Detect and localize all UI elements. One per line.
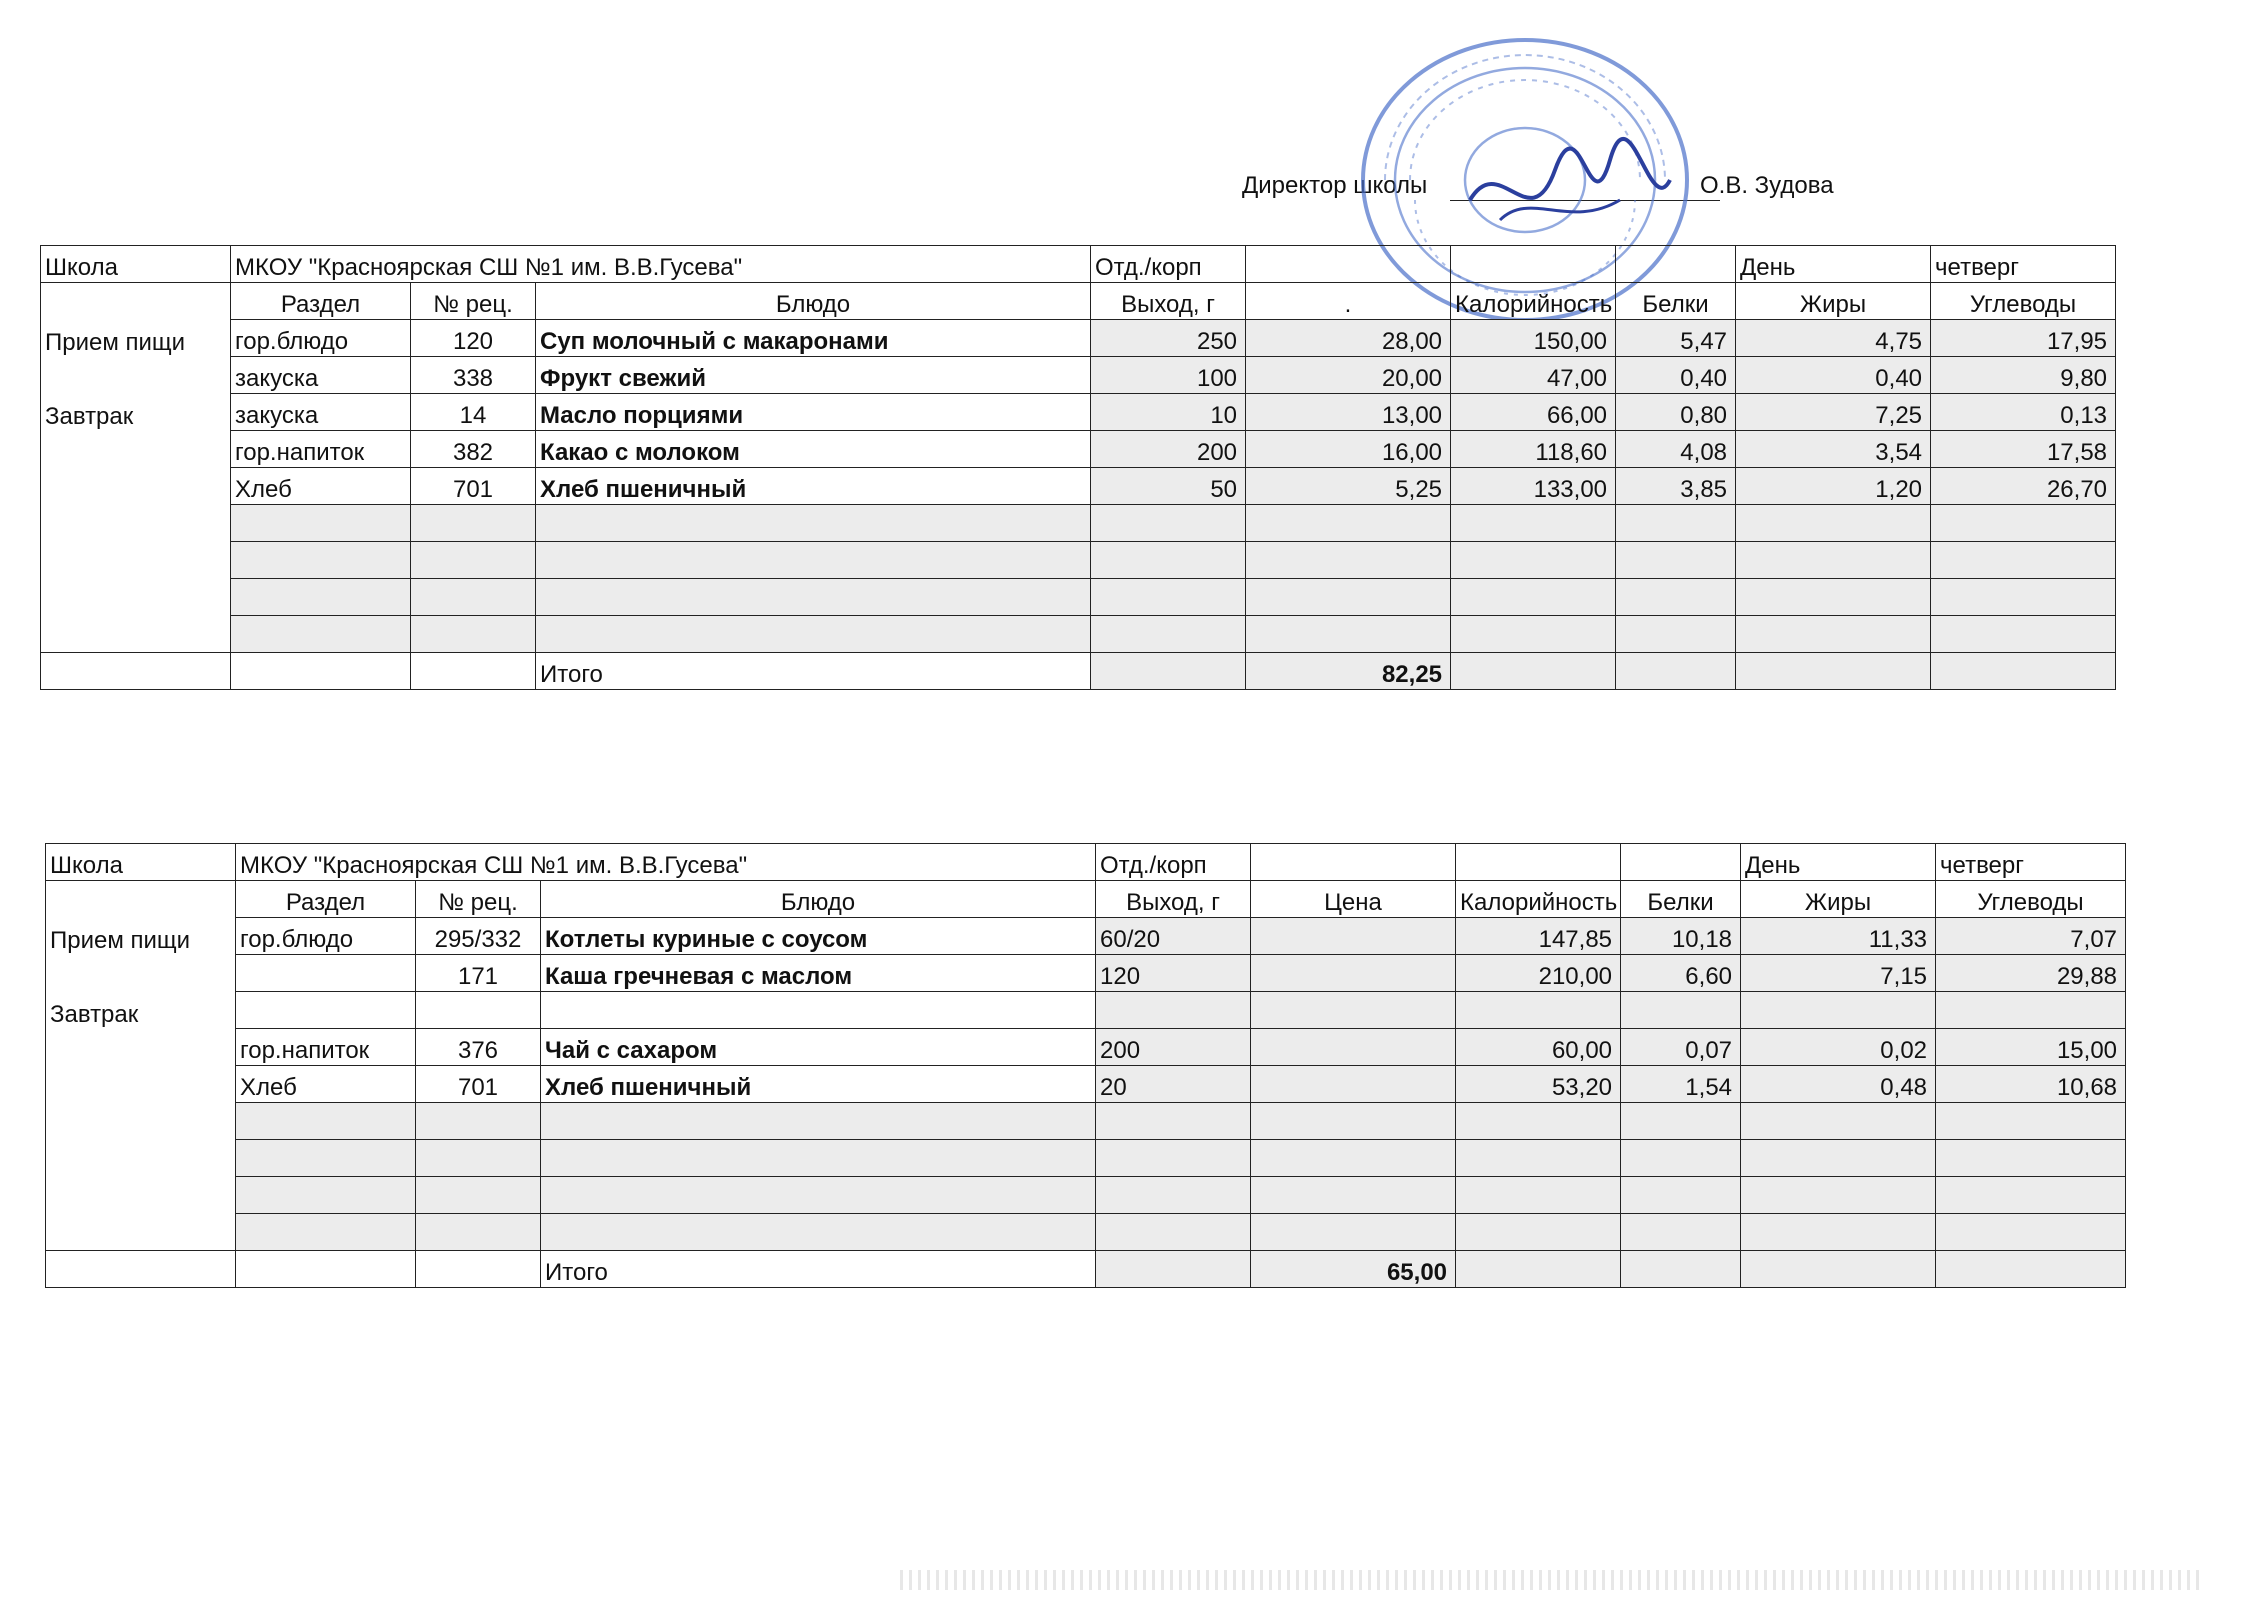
director-title: Директор школы bbox=[1242, 172, 1428, 199]
table-row-empty bbox=[46, 1214, 2126, 1251]
director-name: О.В. Зудова bbox=[1700, 172, 1834, 199]
col-carbs: Углеводы bbox=[1931, 283, 2116, 320]
table-row: закуска 338 Фрукт свежий 100 20,00 47,00 0,40 0,40 9,80 bbox=[41, 357, 2116, 394]
day-value: четверг bbox=[1936, 844, 2126, 881]
table-row-empty bbox=[46, 1140, 2126, 1177]
col-calories: Калорийность bbox=[1451, 283, 1616, 320]
table-row: Завтрак закуска 14 Масло порциями 10 13,00 66,00 0,80 7,25 0,13 bbox=[41, 394, 2116, 431]
header-row-school bbox=[46, 844, 2126, 881]
school-name: МКОУ "Красноярская СШ №1 им. В.В.Гусева" bbox=[236, 844, 1096, 881]
col-section: Раздел bbox=[231, 283, 411, 320]
school-label: Школа bbox=[41, 246, 231, 283]
col-fat: Жиры bbox=[1741, 881, 1936, 918]
col-section: Раздел bbox=[236, 881, 416, 918]
col-protein: Белки bbox=[1616, 283, 1736, 320]
col-yield: Выход, г bbox=[1091, 283, 1246, 320]
total-label: Итого bbox=[536, 653, 1091, 690]
table-row bbox=[46, 992, 2126, 1029]
header-row-columns bbox=[46, 881, 2126, 918]
total-row bbox=[46, 1251, 2126, 1288]
col-recipe: № рец. bbox=[411, 283, 536, 320]
header-row-columns bbox=[41, 283, 2116, 320]
table-row-empty bbox=[46, 1177, 2126, 1214]
header-row-school bbox=[41, 246, 2116, 283]
table-row: Хлеб 701 Хлеб пшеничный 50 5,25 133,00 3,85 1,20 26,70 bbox=[41, 468, 2116, 505]
dept-value bbox=[1246, 246, 1451, 283]
col-dish: Блюдо bbox=[541, 881, 1096, 918]
col-recipe: № рец. bbox=[416, 881, 541, 918]
table-row-empty bbox=[46, 1103, 2126, 1140]
col-dish: Блюдо bbox=[536, 283, 1091, 320]
col-protein: Белки bbox=[1621, 881, 1741, 918]
table-row-empty bbox=[41, 542, 2116, 579]
col-price: . bbox=[1246, 283, 1451, 320]
meal-label: Прием пищи bbox=[46, 918, 236, 955]
col-calories: Калорийность bbox=[1456, 881, 1621, 918]
total-price: 82,25 bbox=[1246, 653, 1451, 690]
total-label: Итого bbox=[541, 1251, 1096, 1288]
menu-table-2 bbox=[45, 843, 2126, 1288]
table-row-empty bbox=[41, 505, 2116, 542]
col-price: Цена bbox=[1251, 881, 1456, 918]
director-signature bbox=[1460, 130, 1680, 250]
table-row: Прием пищи гор.блюдо 120 Суп молочный с макаронами 250 28,00 150,00 5,47 4,75 17,95 bbox=[41, 320, 2116, 357]
menu-table-1 bbox=[40, 245, 2116, 690]
total-price: 65,00 bbox=[1251, 1251, 1456, 1288]
table-row-empty bbox=[41, 579, 2116, 616]
dept-label: Отд./корп bbox=[1096, 844, 1251, 881]
day-value: четверг bbox=[1931, 246, 2116, 283]
dept-value bbox=[1251, 844, 1456, 881]
col-fat: Жиры bbox=[1736, 283, 1931, 320]
meal-label: Завтрак bbox=[46, 992, 236, 1029]
day-label: День bbox=[1736, 246, 1931, 283]
total-row bbox=[41, 653, 2116, 690]
meal-label: Завтрак bbox=[41, 394, 231, 431]
school-name: МКОУ "Красноярская СШ №1 им. В.В.Гусева" bbox=[231, 246, 1091, 283]
scan-artifact bbox=[900, 1570, 2200, 1590]
meal-label: Прием пищи bbox=[41, 320, 231, 357]
col-yield: Выход, г bbox=[1096, 881, 1251, 918]
table-row: гор.напиток 376 Чай с сахаром 200 60,00 0,07 0,02 15,00 bbox=[46, 1029, 2126, 1066]
table-row: Хлеб 701 Хлеб пшеничный 20 53,20 1,54 0,48 10,68 bbox=[46, 1066, 2126, 1103]
day-label: День bbox=[1741, 844, 1936, 881]
dept-label: Отд./корп bbox=[1091, 246, 1246, 283]
table-row: 171 Каша гречневая с маслом 120 210,00 6,60 7,15 29,88 bbox=[46, 955, 2126, 992]
school-label: Школа bbox=[46, 844, 236, 881]
col-carbs: Углеводы bbox=[1936, 881, 2126, 918]
table-row: гор.напиток 382 Какао с молоком 200 16,00 118,60 4,08 3,54 17,58 bbox=[41, 431, 2116, 468]
table-row-empty bbox=[41, 616, 2116, 653]
table-row: Прием пищи гор.блюдо 295/332 Котлеты куриные с соусом 60/20 147,85 10,18 11,33 7,07 bbox=[46, 918, 2126, 955]
